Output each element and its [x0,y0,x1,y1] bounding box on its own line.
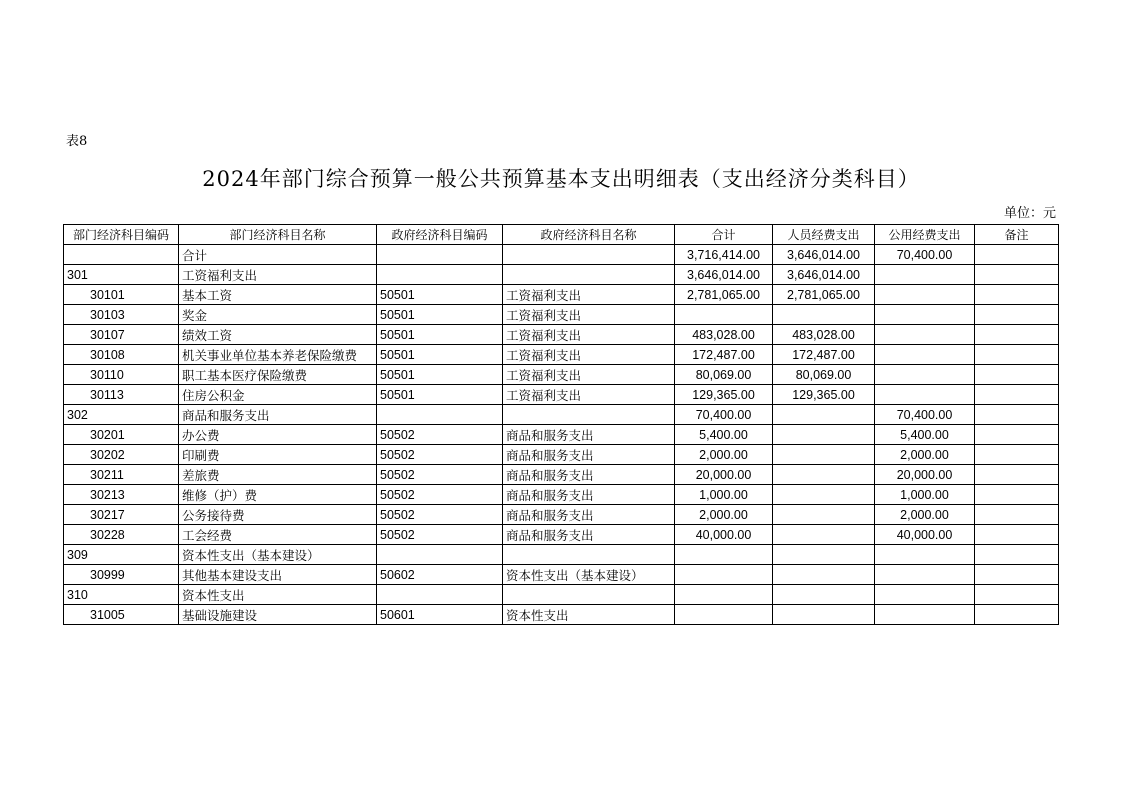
remark-cell [975,245,1059,265]
header-remark: 备注 [975,225,1059,245]
table-number: 表8 [66,134,88,149]
gov-code-cell [377,245,503,265]
personnel-cell [773,445,875,465]
gov-code-cell: 50602 [377,565,503,585]
remark-cell [975,585,1059,605]
personnel-cell [773,525,875,545]
personnel-cell: 172,487.00 [773,345,875,365]
gov-name-cell: 工资福利支出 [503,345,675,365]
header-gov-name: 政府经济科目名称 [503,225,675,245]
name-cell: 工会经费 [179,525,377,545]
personnel-cell: 3,646,014.00 [773,265,875,285]
personnel-cell: 80,069.00 [773,365,875,385]
total-cell [675,545,773,565]
gov-name-cell: 商品和服务支出 [503,465,675,485]
code-cell: 30107 [64,325,179,345]
remark-cell [975,305,1059,325]
public-cell [875,545,975,565]
table-row [64,405,1059,425]
gov-name-cell: 工资福利支出 [503,365,675,385]
public-cell: 20,000.00 [875,465,975,485]
remark-cell [975,445,1059,465]
table-row [64,325,1059,345]
gov-code-cell: 50501 [377,325,503,345]
total-cell: 5,400.00 [675,425,773,445]
header-public: 公用经费支出 [875,225,975,245]
remark-cell [975,545,1059,565]
table-row [64,585,1059,605]
gov-code-cell: 50501 [377,365,503,385]
public-cell [875,385,975,405]
name-cell: 公务接待费 [179,505,377,525]
gov-code-cell: 50501 [377,305,503,325]
public-cell: 2,000.00 [875,445,975,465]
table-row [64,485,1059,505]
name-cell: 机关事业单位基本养老保险缴费 [179,345,377,365]
total-cell: 80,069.00 [675,365,773,385]
gov-name-cell: 工资福利支出 [503,325,675,345]
table-row [64,545,1059,565]
personnel-cell: 129,365.00 [773,385,875,405]
header-dept-name: 部门经济科目名称 [179,225,377,245]
gov-code-cell [377,405,503,425]
public-cell [875,605,975,625]
remark-cell [975,525,1059,545]
personnel-cell [773,505,875,525]
code-cell: 30201 [64,425,179,445]
gov-name-cell: 商品和服务支出 [503,485,675,505]
unit-label: 单位：元 [1003,206,1056,221]
total-cell: 483,028.00 [675,325,773,345]
code-cell: 302 [64,405,179,425]
personnel-cell [773,485,875,505]
table-row [64,465,1059,485]
code-cell: 30108 [64,345,179,365]
total-cell: 172,487.00 [675,345,773,365]
code-cell: 301 [64,265,179,285]
remark-cell [975,605,1059,625]
remark-cell [975,325,1059,345]
name-cell: 绩效工资 [179,325,377,345]
code-cell: 30113 [64,385,179,405]
public-cell [875,585,975,605]
gov-code-cell [377,265,503,285]
personnel-cell [773,585,875,605]
personnel-cell [773,425,875,445]
table-row [64,445,1059,465]
gov-name-cell: 工资福利支出 [503,285,675,305]
gov-code-cell: 50501 [377,385,503,405]
public-cell [875,305,975,325]
table-row [64,245,1059,265]
total-cell: 1,000.00 [675,485,773,505]
header-gov-code: 政府经济科目编码 [377,225,503,245]
table-row [64,385,1059,405]
remark-cell [975,465,1059,485]
gov-code-cell: 50601 [377,605,503,625]
name-cell: 奖金 [179,305,377,325]
gov-name-cell: 商品和服务支出 [503,505,675,525]
total-cell: 2,781,065.00 [675,285,773,305]
public-cell [875,285,975,305]
table-row [64,305,1059,325]
remark-cell [975,425,1059,445]
gov-name-cell: 工资福利支出 [503,385,675,405]
name-cell: 商品和服务支出 [179,405,377,425]
gov-name-cell: 商品和服务支出 [503,425,675,445]
name-cell: 基础设施建设 [179,605,377,625]
header-dept-code: 部门经济科目编码 [64,225,179,245]
gov-name-cell [503,265,675,285]
remark-cell [975,265,1059,285]
code-cell: 30211 [64,465,179,485]
table-row [64,285,1059,305]
public-cell [875,325,975,345]
personnel-cell: 2,781,065.00 [773,285,875,305]
header-personnel: 人员经费支出 [773,225,875,245]
personnel-cell [773,605,875,625]
total-cell: 2,000.00 [675,445,773,465]
personnel-cell [773,465,875,485]
remark-cell [975,365,1059,385]
total-cell [675,565,773,585]
name-cell: 资本性支出（基本建设） [179,545,377,565]
gov-name-cell: 资本性支出（基本建设） [503,565,675,585]
name-cell: 住房公积金 [179,385,377,405]
personnel-cell [773,305,875,325]
gov-code-cell: 50502 [377,445,503,465]
gov-code-cell [377,585,503,605]
total-cell: 70,400.00 [675,405,773,425]
public-cell [875,265,975,285]
table-row [64,605,1059,625]
remark-cell [975,565,1059,585]
remark-cell [975,285,1059,305]
name-cell: 维修（护）费 [179,485,377,505]
table-row [64,565,1059,585]
table-row [64,345,1059,365]
name-cell: 办公费 [179,425,377,445]
public-cell [875,345,975,365]
remark-cell [975,405,1059,425]
gov-code-cell: 50501 [377,345,503,365]
table-body [64,245,1059,625]
personnel-cell: 483,028.00 [773,325,875,345]
gov-code-cell: 50502 [377,505,503,525]
table-row [64,525,1059,545]
remark-cell [975,505,1059,525]
name-cell: 印刷费 [179,445,377,465]
code-cell [64,245,179,265]
table-row [64,425,1059,445]
gov-code-cell: 50502 [377,425,503,445]
gov-name-cell: 工资福利支出 [503,305,675,325]
name-cell: 基本工资 [179,285,377,305]
gov-code-cell: 50502 [377,485,503,505]
name-cell: 差旅费 [179,465,377,485]
table-row [64,505,1059,525]
code-cell: 30213 [64,485,179,505]
page-title: 2024年部门综合预算一般公共预算基本支出明细表（支出经济分类科目） [202,167,920,191]
gov-name-cell: 商品和服务支出 [503,445,675,465]
remark-cell [975,345,1059,365]
personnel-cell [773,405,875,425]
total-cell: 20,000.00 [675,465,773,485]
total-cell: 40,000.00 [675,525,773,545]
public-cell: 70,400.00 [875,245,975,265]
code-cell: 30103 [64,305,179,325]
name-cell: 资本性支出 [179,585,377,605]
public-cell [875,365,975,385]
public-cell: 5,400.00 [875,425,975,445]
public-cell: 1,000.00 [875,485,975,505]
code-cell: 30217 [64,505,179,525]
table-header-row [64,225,1059,245]
personnel-cell: 3,646,014.00 [773,245,875,265]
gov-name-cell [503,545,675,565]
gov-name-cell [503,245,675,265]
remark-cell [975,485,1059,505]
gov-code-cell: 50501 [377,285,503,305]
header-total: 合计 [675,225,773,245]
gov-name-cell: 商品和服务支出 [503,525,675,545]
gov-code-cell: 50502 [377,525,503,545]
name-cell: 职工基本医疗保险缴费 [179,365,377,385]
total-cell [675,585,773,605]
total-cell: 2,000.00 [675,505,773,525]
total-cell [675,305,773,325]
total-cell: 3,646,014.00 [675,265,773,285]
gov-code-cell: 50502 [377,465,503,485]
code-cell: 30110 [64,365,179,385]
code-cell: 309 [64,545,179,565]
budget-detail-table [63,224,1059,625]
remark-cell [975,385,1059,405]
public-cell: 2,000.00 [875,505,975,525]
code-cell: 30999 [64,565,179,585]
total-cell [675,605,773,625]
name-cell: 合计 [179,245,377,265]
code-cell: 30228 [64,525,179,545]
total-cell: 3,716,414.00 [675,245,773,265]
table-row [64,265,1059,285]
gov-name-cell [503,405,675,425]
table-row [64,365,1059,385]
name-cell: 其他基本建设支出 [179,565,377,585]
public-cell [875,565,975,585]
code-cell: 310 [64,585,179,605]
public-cell: 70,400.00 [875,405,975,425]
gov-name-cell [503,585,675,605]
gov-code-cell [377,545,503,565]
code-cell: 30101 [64,285,179,305]
total-cell: 129,365.00 [675,385,773,405]
code-cell: 31005 [64,605,179,625]
code-cell: 30202 [64,445,179,465]
gov-name-cell: 资本性支出 [503,605,675,625]
name-cell: 工资福利支出 [179,265,377,285]
personnel-cell [773,565,875,585]
public-cell: 40,000.00 [875,525,975,545]
personnel-cell [773,545,875,565]
